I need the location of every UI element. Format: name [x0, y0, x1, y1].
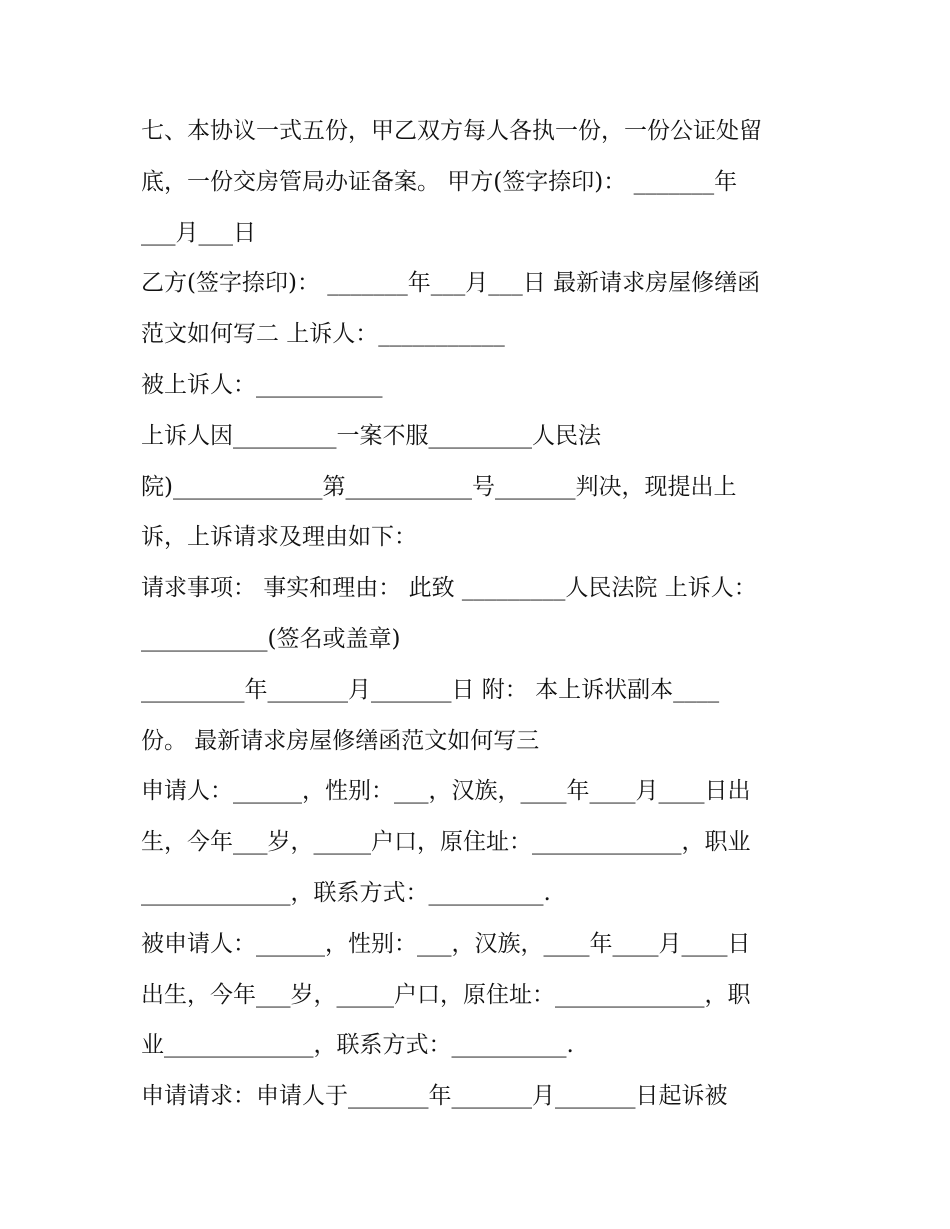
- text-line: 出生，今年___岁，_____户口，原住址：_____________，职: [141, 981, 751, 1008]
- text-line: 诉，上诉请求及理由如下：: [141, 524, 417, 551]
- text-line: 申请请求：申请人于_______年_______月_______日起诉被: [141, 1083, 728, 1110]
- text-line: 底，一份交房管局办证备案。 甲方(签字捺印)： _______年: [141, 168, 738, 195]
- text-line: 院)_____________第___________号_______判决，现提出上: [141, 473, 737, 500]
- document-body: [141, 106, 821, 1122]
- text-line: 范文如何写二 上诉人：___________: [141, 321, 505, 348]
- text-line: 被上诉人：___________: [141, 371, 383, 398]
- text-line: 被申请人：______，性别：___，汉族，____年____月____日: [141, 930, 751, 957]
- text-line: 上诉人因_________一案不服_________人民法: [141, 422, 601, 449]
- text-line: 请求事项： 事实和理由： 此致 _________人民法院 上诉人：: [141, 575, 757, 602]
- text-line: ___________(签名或盖章): [141, 625, 401, 652]
- text-line: 乙方(签字捺印)： _______年___月___日 最新请求房屋修缮函: [141, 270, 761, 297]
- text-line: 七、本协议一式五份，甲乙双方每人各执一份，一份公证处留: [141, 118, 762, 144]
- text-line: _________年_______月_______日 附： 本上诉状副本____: [141, 676, 720, 703]
- text-line: 业_____________，联系方式：__________.: [141, 1032, 574, 1059]
- text-line: 份。 最新请求房屋修缮函范文如何写三: [141, 727, 540, 754]
- text-line: ___月___日: [141, 219, 256, 246]
- text-line: _____________，联系方式：__________.: [141, 879, 551, 906]
- text-line: 申请人：______，性别：___，汉族，____年____月____日出: [141, 778, 751, 805]
- text-line: 生，今年___岁，_____户口，原住址：_____________，职业: [141, 829, 751, 856]
